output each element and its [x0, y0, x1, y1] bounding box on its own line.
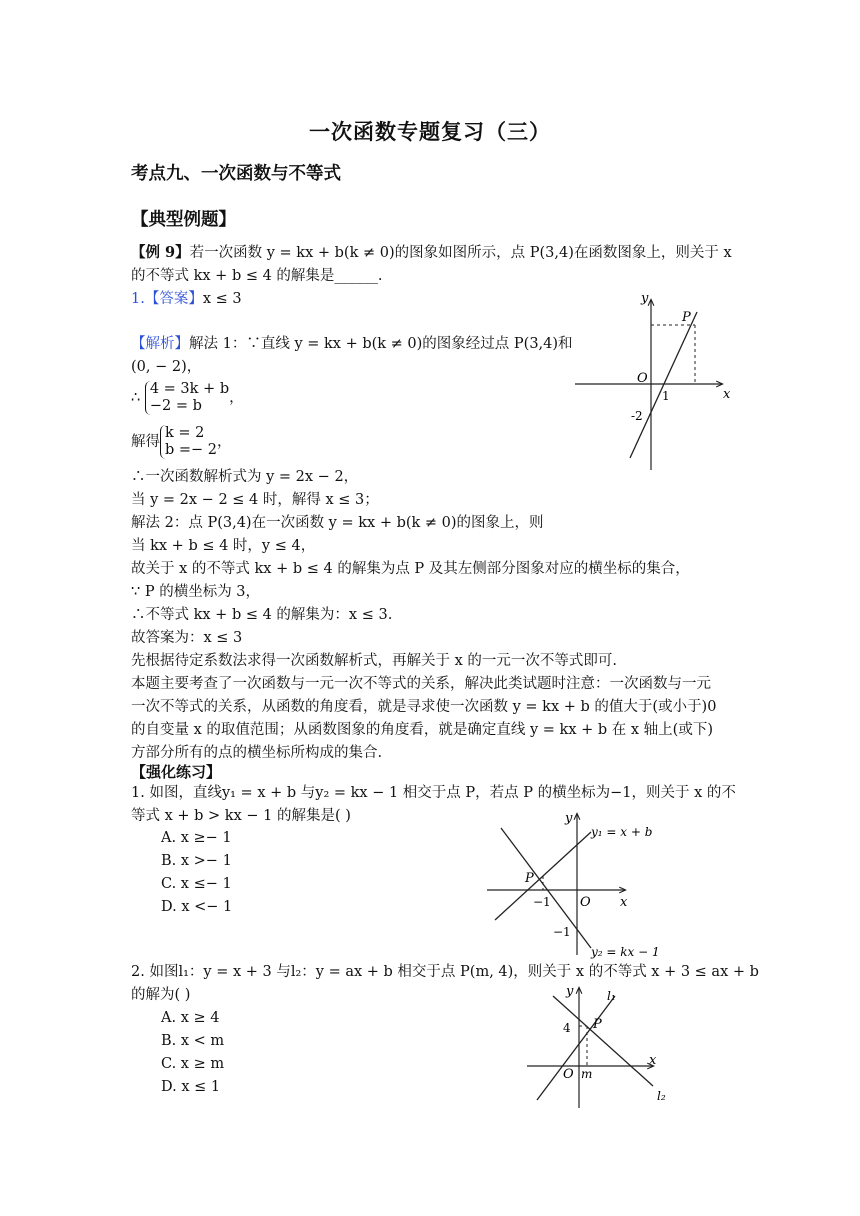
practice-heading: 【强化练习】: [131, 763, 222, 781]
q1-origin-label: O: [580, 895, 591, 910]
q1-neg1-x: −1: [533, 895, 551, 909]
q1-option-a[interactable]: A. x ≥− 1: [161, 830, 232, 846]
sys2-end: ，: [217, 434, 232, 450]
graph-y-label: y: [641, 291, 649, 306]
analysis-body-line: ∴一次函数解析式为 y = 2x − 2，: [131, 469, 359, 485]
q1-y2-label: y₂ = kx − 1: [591, 945, 660, 959]
q2-graph: [523, 982, 683, 1112]
sys1-eq2: −2 = b: [149, 398, 202, 414]
q2-l1-label: l₁: [607, 989, 616, 1003]
graph-tick-one: 1: [662, 389, 670, 403]
q1-line2: 等式 x + b > kx − 1 的解集是( ): [131, 808, 351, 824]
page-title: 一次函数专题复习（三）: [309, 120, 551, 144]
equation-system-2: [131, 425, 232, 459]
sys2-eq1: k = 2: [165, 425, 205, 441]
graph-p-label: P: [682, 310, 691, 325]
analysis-body-line: 当 kx + b ≤ 4 时，y ≤ 4，: [131, 538, 316, 554]
q1-p-label: P: [525, 871, 534, 886]
example-question-line1: [131, 242, 732, 264]
sys1-end: ，: [229, 390, 244, 406]
example-graph: [575, 290, 740, 475]
q2-option-b[interactable]: B. x < m: [161, 1033, 225, 1049]
example-question-line2: 的不等式 kx + b ≤ 4 的解集是______.: [131, 268, 383, 284]
analysis-body-line: 解法 2：点 P(3,4)在一次函数 y = kx + b(k ≠ 0)的图象上，则: [131, 515, 544, 531]
analysis-body-line: 的自变量 x 的取值范围；从函数图象的角度看，就是确定直线 y = kx + b 在 x 轴上(或下): [131, 722, 713, 738]
analysis-body-line: 方部分所有的点的横坐标所构成的集合.: [131, 745, 383, 761]
analysis-label: 【解析】: [131, 336, 189, 352]
q2-line-l1: [537, 996, 615, 1100]
analysis-body-line: 故答案为：x ≤ 3: [131, 630, 243, 646]
q2-four-label: 4: [563, 1021, 571, 1035]
q2-origin-label: O: [563, 1067, 574, 1082]
q1-graph: [483, 810, 683, 960]
q2-l2-label: l₂: [657, 1089, 666, 1103]
system-brace-2: [160, 425, 217, 459]
q2-p-label: P: [593, 1017, 602, 1032]
q2-m-label: m: [581, 1067, 593, 1081]
q2-option-d[interactable]: D. x ≤ 1: [161, 1079, 221, 1095]
q2-y-label: y: [566, 984, 574, 999]
solve-prefix: 解得: [131, 434, 160, 450]
sys1-eq1: 4 = 3k + b: [149, 381, 230, 397]
system-brace-1: [145, 381, 229, 415]
sys2-eq2: b =− 2: [165, 442, 218, 458]
analysis-body-line: 故关于 x 的不等式 kx + b ≤ 4 的解集为点 P 及其左侧部分图象对应的横坐标的集合，: [131, 561, 690, 577]
q1-line1: 1. 如图，直线y₁ = x + b 与y₂ = kx − 1 相交于点 P，若点 P 的横坐标为−1，则关于 x 的不: [131, 785, 736, 801]
analysis-text-1: 解法 1：∵直线 y = kx + b(k ≠ 0)的图象经过点 P(3,4)和: [189, 336, 573, 352]
q2-line1: 2. 如图l₁：y = x + 3 与l₂：y = ax + b 相交于点 P(m, 4)，则关于 x 的不等式 x + 3 ≤ ax + b: [131, 964, 759, 980]
answer-number: 1.: [131, 291, 145, 307]
analysis-body-line: 先根据待定系数法求得一次函数解析式，再解关于 x 的一元一次不等式即可.: [131, 653, 618, 669]
q1-option-b[interactable]: B. x >− 1: [161, 853, 232, 869]
q2-x-label: x: [649, 1053, 657, 1068]
analysis-line2: (0, − 2)，: [131, 359, 202, 375]
equation-system-1: [131, 381, 244, 415]
answer-label: 【答案】: [144, 291, 203, 307]
example-label: 【例 9】: [131, 244, 190, 261]
section-heading: 考点九、一次函数与不等式: [131, 164, 341, 184]
analysis-body-line: 一次不等式的关系，从函数的角度看，就是寻求使一次函数 y = kx + b 的值大于(或小于)0: [131, 699, 717, 715]
answer-line: [131, 288, 242, 310]
q1-x-label: x: [620, 895, 628, 910]
q2-option-a[interactable]: A. x ≥ 4: [161, 1010, 220, 1026]
q1-y1-label: y₁ = x + b: [591, 825, 653, 839]
graph-x-label: x: [723, 387, 731, 402]
answer-value: x ≤ 3: [202, 291, 242, 307]
q2-option-c[interactable]: C. x ≥ m: [161, 1056, 225, 1072]
q1-option-d[interactable]: D. x <− 1: [161, 899, 233, 915]
graph-origin-label: O: [637, 371, 648, 386]
q1-neg1-y: −1: [553, 925, 571, 939]
graph-tick-neg2: -2: [631, 409, 643, 423]
analysis-line1: [131, 333, 573, 355]
q1-option-c[interactable]: C. x ≤− 1: [161, 876, 232, 892]
q1-y-label: y: [565, 811, 573, 826]
analysis-body-line: 当 y = 2x − 2 ≤ 4 时，解得 x ≤ 3；: [131, 492, 379, 508]
analysis-body-line: 本题主要考查了一次函数与一元一次不等式的关系，解决此类试题时注意：一次函数与一元: [131, 676, 711, 692]
q2-line2: 的解为( ): [131, 987, 191, 1003]
therefore-symbol: ∴: [131, 390, 141, 406]
analysis-body-line: ∴不等式 kx + b ≤ 4 的解集为：x ≤ 3.: [131, 607, 393, 623]
analysis-body-line: ∵ P 的横坐标为 3，: [131, 584, 261, 600]
typical-examples-heading: 【典型例题】: [131, 210, 236, 230]
example-text-1: 若一次函数 y = kx + b(k ≠ 0)的图象如图所示，点 P(3,4)在函数图象上，则关于 x: [189, 245, 732, 261]
